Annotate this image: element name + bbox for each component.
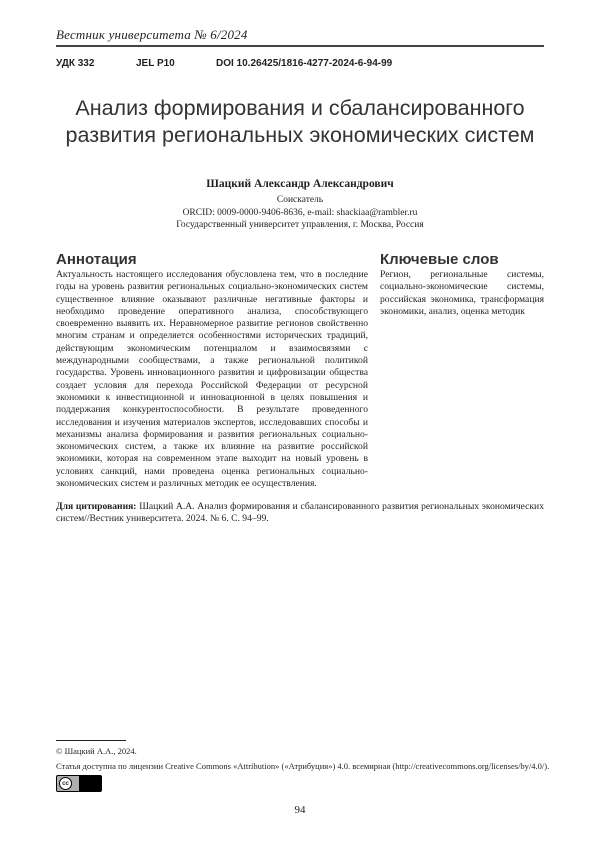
- abstract-heading: Аннотация: [56, 251, 137, 268]
- abstract-text: Актуальность настоящего исследования обусловлена тем, что в последние годы на уровень развития региональных социально-экономических систем существенное влияние оказывают различные негативные факторы и необходимо проведение оперативного анализа, способствующего своевременно выявить их. Неравномерное развитие регионов свойственно многим странам и определяется особенностями исторических традиций, действующим экономическим потенциалом и взаимосвязями с международными сообществами, а также региональной политикой государства. Уровень инновационного развития и цифровизации общества создает условия для перехода Российской Федерации от ресурсной экономики к инвестиционной и инновационной в целях повышения и поддержания конкурентоспособности. В результате проведенного исследования и изучения материалов экспертов, исследовавших способы и механизмы анализа формирования и развития региональных социально-экономических систем, а также их влияние на развитие российской экономики, которая на современном этапе выходит на новый уровень в условиях санкций, нами проведена оценка региональных социально-экономических систем и различных методик ее осуществления.: [56, 269, 368, 490]
- author-name: Шацкий Александр Александрович: [206, 178, 394, 190]
- keywords-heading: Ключевые слов: [380, 251, 499, 268]
- citation: [56, 501, 544, 526]
- doi[interactable]: DOI 10.26425/1816-4277-2024-6-94-99: [216, 58, 393, 69]
- author-contacts[interactable]: ORCID: 0009-0000-9406-8636, e-mail: shackiaa@rambler.ru: [182, 208, 418, 218]
- cc-icon: cc: [59, 777, 72, 790]
- page-number: 94: [294, 804, 306, 816]
- footnote-rule: [56, 740, 126, 741]
- citation-label: Для цитирования:: [56, 501, 137, 512]
- citation-text: Шацкий А.А. Анализ формирования и сбалансированного развития региональных экономических систем//Вестник университета. 2024. № 6. С. 94–99.: [56, 501, 544, 525]
- license-text[interactable]: Статья доступна по лицензии Creative Commons «Attribution» («Атрибуция») 4.0. всемирная (http://creativecommons.org/licenses/by/4.0/).: [56, 761, 550, 771]
- jel-code: JEL P10: [136, 58, 175, 69]
- article-title: [56, 95, 544, 149]
- title-line-1: Анализ формирования и сбалансированного: [75, 96, 525, 120]
- copyright: © Шацкий А.А., 2024.: [56, 746, 137, 756]
- author-role: Соискатель: [276, 195, 324, 205]
- cc-by-license-icon[interactable]: [56, 775, 102, 792]
- keywords-text: Регион, региональные системы, социально-экономические системы, российская экономика, трансформация экономики, анализ, оценка методик: [380, 269, 544, 317]
- affiliation: Государственный университет управления, г. Москва, Россия: [176, 220, 424, 230]
- author-block: [56, 178, 544, 220]
- header-rule: [56, 45, 544, 47]
- by-icon: [79, 776, 101, 791]
- udk-code: УДК 332: [56, 58, 95, 69]
- journal-title: Вестник университета № 6/2024: [56, 27, 248, 42]
- title-line-2: развития региональных экономических систем: [65, 123, 535, 147]
